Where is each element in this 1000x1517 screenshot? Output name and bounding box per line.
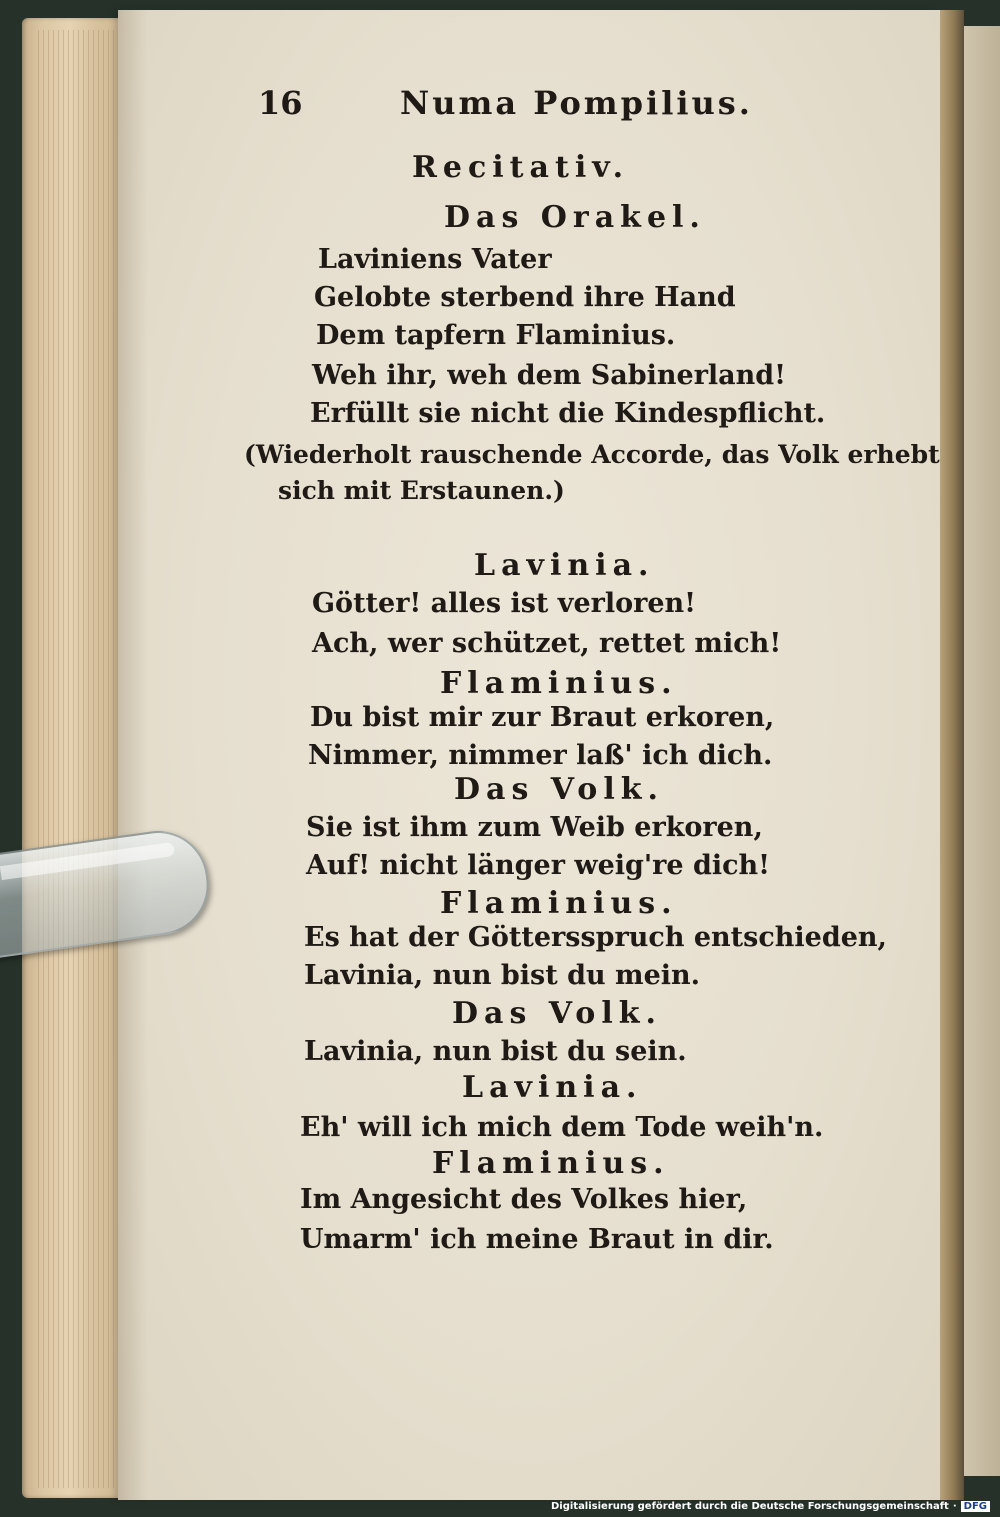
verse-line: Ach, wer schützet, rettet mich! (312, 628, 782, 659)
speaker-label: Lavinia. (462, 1070, 643, 1105)
verse-line: Im Angesicht des Volkes hier, (300, 1184, 748, 1215)
speaker-label: Lavinia. (474, 548, 655, 583)
facing-page (964, 26, 1000, 1476)
book-gutter (940, 10, 964, 1500)
page-stack-lines (38, 30, 123, 1488)
verse-line: Auf! nicht länger weig're dich! (306, 850, 771, 881)
section-heading: Recitativ. (412, 150, 630, 185)
verse-line: Laviniens Vater (318, 244, 552, 275)
speaker-label: Flaminius. (440, 886, 678, 921)
verse-line: Sie ist ihm zum Weib erkoren, (306, 812, 763, 843)
dfg-logo: DFG (961, 1501, 990, 1512)
page-shadow (118, 10, 148, 1500)
verse-line: Lavinia, nun bist du sein. (304, 1036, 687, 1067)
speaker-label: Das Volk. (452, 996, 662, 1031)
running-title: Numa Pompilius. (400, 84, 753, 122)
speaker-label: Flaminius. (440, 666, 678, 701)
verse-line: Erfüllt sie nicht die Kindespflicht. (310, 398, 826, 429)
verse-line: Dem tapfern Flaminius. (316, 320, 676, 351)
digitization-credit (551, 1499, 990, 1513)
verse-line: Götter! alles ist verloren! (312, 588, 697, 619)
footer-separator: · (952, 1500, 957, 1512)
stage-direction: (Wiederholt rauschende Accorde, das Volk erhebt (244, 440, 940, 469)
verse-line: Gelobte sterbend ihre Hand (314, 282, 736, 313)
speaker-label: Das Orakel. (444, 200, 706, 235)
verse-line: Lavinia, nun bist du mein. (304, 960, 701, 991)
verse-line: Du bist mir zur Braut erkoren, (310, 702, 775, 733)
stage-direction: sich mit Erstaunen.) (278, 476, 565, 505)
verse-line: Eh' will ich mich dem Tode weih'n. (300, 1112, 824, 1143)
page-number: 16 (258, 84, 303, 122)
speaker-label: Das Volk. (454, 772, 664, 807)
credit-text: Digitalisierung gefördert durch die Deutsche Forschungsgemeinschaft (550, 1500, 949, 1512)
verse-line: Weh ihr, weh dem Sabinerland! (312, 360, 787, 391)
verse-line: Nimmer, nimmer laß' ich dich. (308, 740, 773, 771)
verse-line: Umarm' ich meine Braut in dir. (300, 1224, 774, 1255)
verse-line: Es hat der Göttersspruch entschieden, (304, 922, 887, 953)
speaker-label: Flaminius. (432, 1146, 670, 1181)
